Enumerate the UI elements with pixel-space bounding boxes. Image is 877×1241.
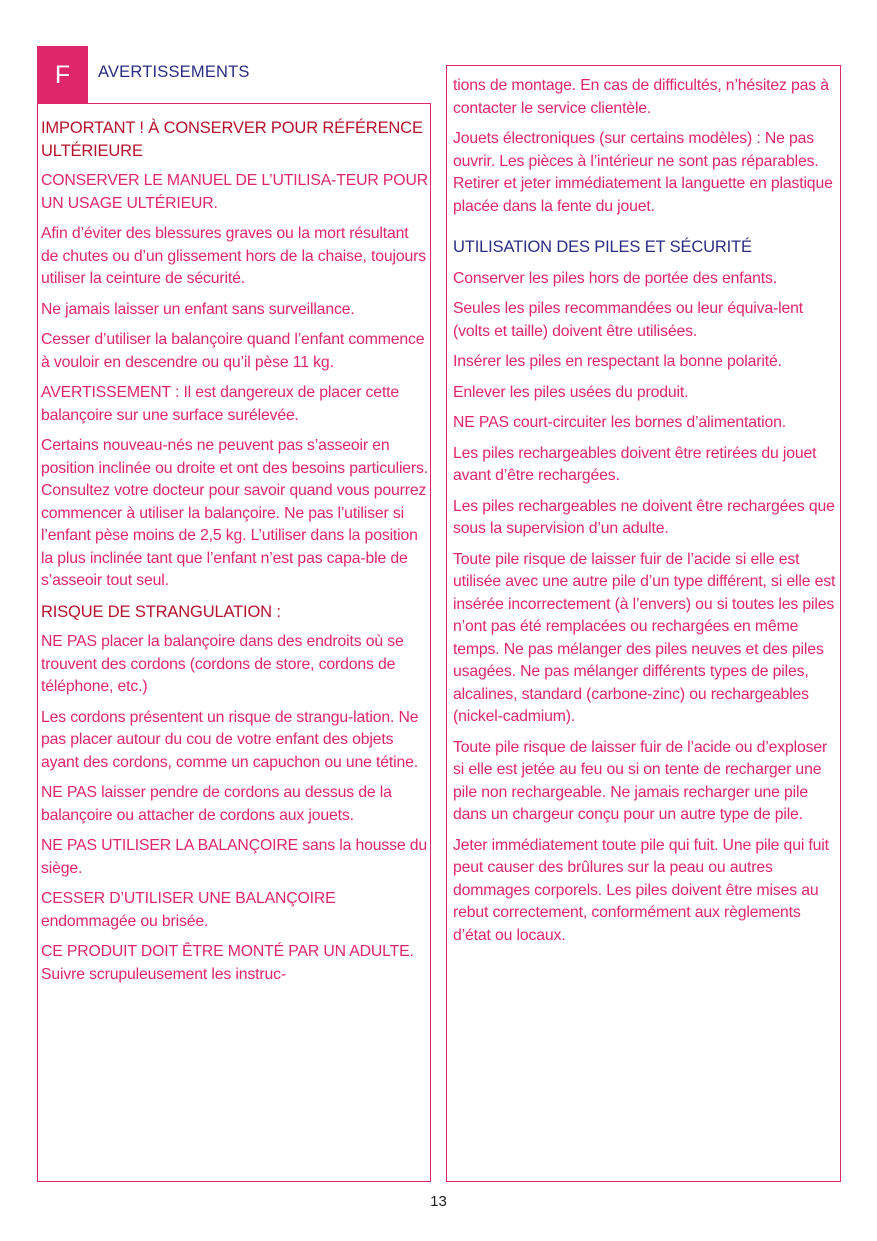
paragraph: Les piles rechargeables doivent être retirées du jouet avant d’être rechargées. bbox=[453, 444, 817, 484]
page-number: 13 bbox=[430, 1193, 447, 1210]
paragraph: Afin d’éviter des blessures graves ou la mort résultant de chutes ou d’un glissement hors de la chaise, toujours utiliser la ceinture de sécurité. bbox=[41, 225, 427, 287]
left-column bbox=[37, 103, 431, 1182]
strangulation-heading: RISQUE DE STRANGULATION : bbox=[41, 602, 281, 621]
paragraph: CESSER D’UTILISER UNE BALANÇOIRE endommagée ou brisée. bbox=[41, 890, 336, 930]
section-title: AVERTISSEMENTS bbox=[98, 63, 250, 81]
paragraph: NE PAS laisser pendre de cordons au dessus de la balançoire ou attacher de cordons aux jouets. bbox=[41, 784, 392, 824]
paragraph: NE PAS UTILISER LA BALANÇOIRE sans la housse du siège. bbox=[41, 837, 427, 877]
paragraph: Les cordons présentent un risque de strangu-lation. Ne pas placer autour du cou de votre enfant des objets ayant des cordons, comme un capuchon ou une tétine. bbox=[41, 708, 419, 771]
paragraph: Les piles rechargeables ne doivent être rechargées que sous la supervision d’un adulte. bbox=[453, 497, 835, 537]
paragraph: NE PAS placer la balançoire dans des endroits où se trouvent des cordons (cordons de store, cordons de téléphone, etc.) bbox=[41, 633, 404, 695]
paragraph: AVERTISSEMENT : Il est dangereux de placer cette balançoire sur une surface surélevée. bbox=[41, 384, 400, 424]
paragraph: Enlever les piles usées du produit. bbox=[453, 383, 689, 401]
paragraph: Conserver les piles hors de portée des enfants. bbox=[453, 269, 777, 287]
paragraph: tions de montage. En cas de difficultés, n’hésitez pas à contacter le service clientèle. bbox=[453, 77, 829, 117]
paragraph: NE PAS court-circuiter les bornes d’alimentation. bbox=[453, 414, 787, 431]
battery-safety-heading: UTILISATION DES PILES ET SÉCURITÉ bbox=[453, 238, 752, 256]
paragraph: CONSERVER LE MANUEL DE L’UTILISA-TEUR POUR UN USAGE ULTÉRIEUR. bbox=[41, 172, 428, 212]
language-badge: F bbox=[37, 46, 88, 104]
paragraph: Seules les piles recommandées ou leur équiva-lent (volts et taille) doivent être utilisées. bbox=[453, 300, 804, 340]
paragraph: CE PRODUIT DOIT ÊTRE MONTÉ PAR UN ADULTE. Suivre scrupuleusement les instruc- bbox=[41, 943, 414, 983]
paragraph: Insérer les piles en respectant la bonne polarité. bbox=[453, 353, 782, 370]
important-heading: IMPORTANT ! À CONSERVER POUR RÉFÉRENCE ULTÉRIEURE bbox=[41, 119, 423, 160]
paragraph: Jeter immédiatement toute pile qui fuit. Une pile qui fuit peut causer des brûlures sur la peau ou autres dommages corporels. Les piles doivent être mises au rebut correctement, conformément aux règlements d’état ou locaux. bbox=[453, 836, 829, 944]
right-column bbox=[446, 65, 841, 1182]
paragraph: Toute pile risque de laisser fuir de l’acide ou d’exploser si elle est jetée au feu ou si on tente de recharger une pile non rechargeable. Ne jamais recharger une pile dans un chargeur conçu pour un autre type de pile. bbox=[453, 738, 828, 823]
paragraph: Cesser d’utiliser la balançoire quand l’enfant commence à vouloir en descendre ou qu’il pèse 11 kg. bbox=[41, 331, 425, 371]
paragraph: Certains nouveau-nés ne peuvent pas s’asseoir en position inclinée ou droite et ont des besoins particuliers. Consultez votre docteur pour savoir quand vous pourrez commencer à utiliser la balançoire. Ne pas l’utiliser si l’enfant pèse moins de 2,5 kg. L’utiliser dans la position la plus inclinée tant que l’enfant n’est pas capa-ble de s’asseoir tout seul. bbox=[41, 437, 429, 589]
paragraph: Jouets électroniques (sur certains modèles) : Ne pas ouvrir. Les pièces à l’intérieur ne sont pas réparables. Retirer et jeter immédiatement la languette en plastique placée dans la fente du jouet. bbox=[453, 130, 833, 215]
paragraph: Ne jamais laisser un enfant sans surveillance. bbox=[41, 300, 355, 318]
paragraph: Toute pile risque de laisser fuir de l’acide si elle est utilisée avec une autre pile d’un type différent, si elle est insérée incorrectement (à l’envers) ou si toutes les piles n’ont pas été remplacées ou rechargées en même temps. Ne pas mélanger des piles neuves et des piles usagées. Ne pas mélanger différents types de piles, alcalines, standard (carbone-zinc) ou rechargeables (nickel-cadmium). bbox=[453, 550, 836, 725]
